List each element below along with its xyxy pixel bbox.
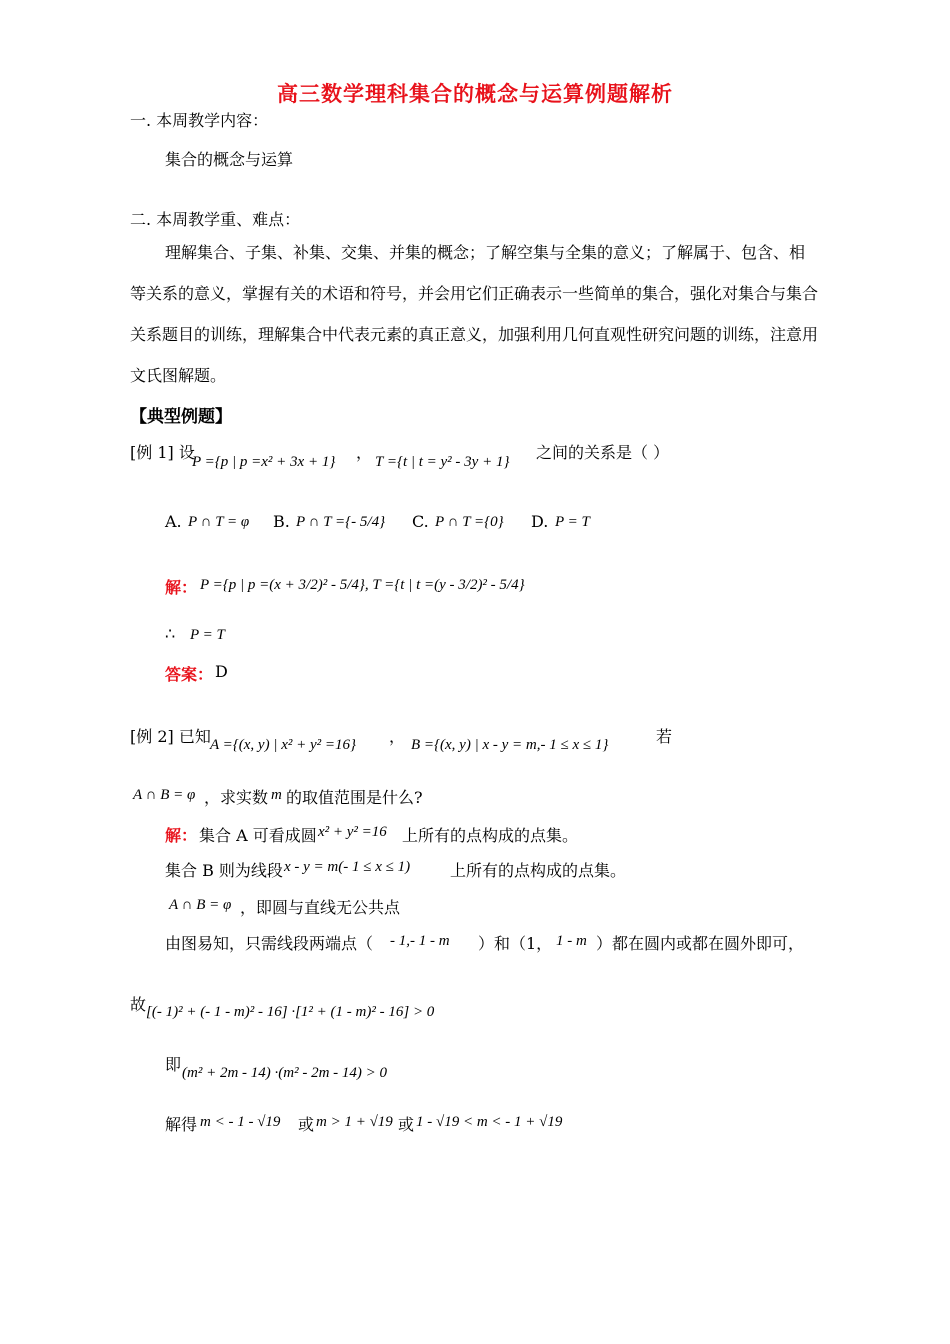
ex2-solution-label: 解： — [165, 826, 198, 845]
ex2-label: [例 2] 已知 — [130, 727, 211, 746]
ex2-set-b: B ={(x, y) | x - y = m,- 1 ≤ x ≤ 1} — [411, 737, 609, 753]
ex2-set-a: A ={(x, y) | x² + y² =16} — [210, 737, 356, 753]
ex2-question-var: m — [271, 787, 282, 803]
ex2-jiede: 解得 — [165, 1115, 198, 1134]
ex1-comma: ， — [356, 443, 373, 462]
section1-heading: 一. 本周教学内容： — [130, 111, 269, 130]
ex1-option-d-key: D. — [531, 512, 549, 531]
ex2-line2-tail: 上所有的点构成的点集。 — [450, 861, 627, 880]
ex2-suffix: 若 — [656, 727, 673, 746]
ex2-line2-expr: x - y = m(- 1 ≤ x ≤ 1) — [284, 859, 411, 875]
ex2-line4-tail: ）都在圆内或都在圆外即可， — [596, 934, 805, 953]
ex2-line1-text: 集合 A 可看成圆 — [199, 826, 317, 845]
ex2-question-tail: 的取值范围是什么? — [286, 788, 423, 807]
ex2-line2-text: 集合 B 则为线段 — [165, 861, 283, 880]
ex2-comma: ， — [389, 727, 406, 746]
ex1-option-d-expr: P = T — [555, 514, 590, 530]
ex1-solution-label: 解： — [165, 578, 198, 597]
ex1-answer-label: 答案： — [165, 665, 214, 684]
ex1-option-a-expr: P ∩ T = φ — [188, 514, 250, 530]
ex2-result3: 1 - √19 < m < - 1 + √19 — [416, 1114, 563, 1130]
ex1-option-b-expr: P ∩ T ={- 5/4} — [296, 514, 386, 530]
section2-body: 理解集合、子集、补集、交集、并集的概念；了解空集与全集的意义；了解属于、包含、相等关系的意义，掌握有关的术语和符号，并会用它们正确表示一些简单的集合，强化对集合与集合关系题目的训练，理解集合中代表元素的真正意义，加强利用几何直观性研究问题的训练，注意用文氏图解题。 — [130, 243, 819, 385]
ex2-line3-tail: ，即圆与直线无公共点 — [240, 898, 401, 917]
ex1-answer: D — [215, 662, 228, 681]
ex1-option-c-expr: P ∩ T ={0} — [435, 514, 504, 530]
ex2-ji-expr: (m² + 2m - 14) ·(m² - 2m - 14) > 0 — [182, 1065, 388, 1081]
ex2-line4-expr1: - 1,- 1 - m — [390, 933, 450, 949]
ex2-gu-expr: [(- 1)² + (- 1 - m)² - 16] ·[1² + (1 - m)² - 16] > 0 — [146, 1004, 435, 1020]
ex2-line1-tail: 上所有的点构成的点集。 — [402, 826, 579, 845]
document-title: 高三数学理科集合的概念与运算例题解析 — [277, 81, 673, 106]
ex2-result1: m < - 1 - √19 — [200, 1114, 281, 1130]
section2-heading: 二. 本周教学重、难点： — [130, 210, 301, 229]
ex2-line4-text: 由图易知，只需线段两端点（ — [165, 934, 374, 953]
ex1-solution-expr: P ={p | p =(x + 3/2)² - 5/4}, T ={t | t =(y - 3/2)² - 5/4} — [200, 577, 525, 593]
section1-body: 集合的概念与运算 — [165, 150, 294, 169]
ex2-line3-expr: A ∩ B = φ — [169, 897, 232, 913]
ex1-label: [例 1] 设 — [130, 443, 195, 462]
ex1-set-p: P ={p | p =x² + 3x + 1} — [192, 454, 336, 470]
ex2-ji: 即 — [165, 1055, 182, 1074]
ex1-option-a-key: A. — [165, 512, 182, 531]
ex2-line4-mid: ）和（1， — [478, 934, 553, 953]
ex2-gu: 故 — [130, 995, 147, 1014]
ex2-question-text: ，求实数 — [204, 788, 269, 807]
ex2-question-expr: A ∩ B = φ — [133, 787, 196, 803]
ex1-suffix: 之间的关系是（ ） — [536, 443, 670, 462]
ex1-option-b-key: B. — [273, 512, 290, 531]
ex2-result2: m > 1 + √19 — [316, 1114, 393, 1130]
ex2-line1-expr: x² + y² =16 — [318, 824, 387, 840]
ex2-or2: 或 — [398, 1115, 415, 1134]
ex2-line4-expr2: 1 - m — [556, 933, 587, 949]
ex1-therefore-expr: P = T — [190, 627, 225, 643]
ex1-set-t: T ={t | t = y² - 3y + 1} — [375, 454, 510, 470]
ex1-option-c-key: C. — [412, 512, 429, 531]
ex2-or1: 或 — [298, 1115, 315, 1134]
therefore-symbol: ∴ — [165, 624, 176, 643]
examples-heading: 【典型例题】 — [130, 407, 232, 427]
